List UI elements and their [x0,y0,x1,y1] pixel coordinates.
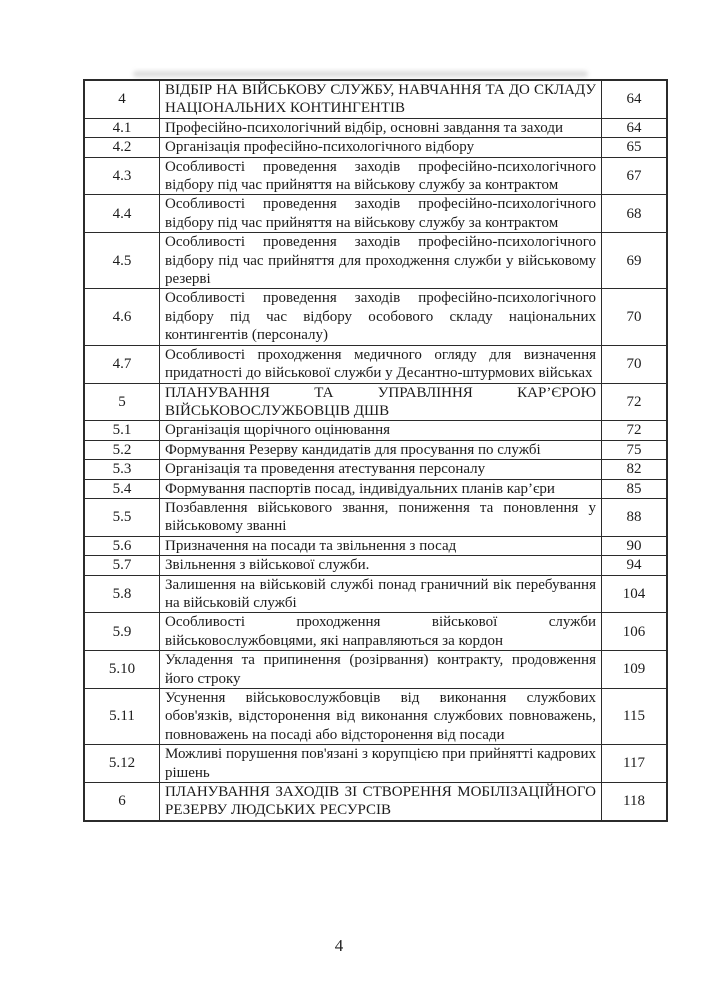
section-number: 5.2 [84,440,160,459]
section-page: 67 [602,157,668,195]
toc-row [84,421,667,440]
section-number: 5.4 [84,479,160,498]
toc-row [84,345,667,383]
toc-row [84,233,667,289]
section-page: 75 [602,440,668,459]
section-page: 69 [602,233,668,289]
section-number: 5.7 [84,556,160,575]
section-page: 90 [602,536,668,555]
section-number: 5.9 [84,613,160,651]
toc-row [84,651,667,689]
section-number: 5.12 [84,745,160,783]
section-number: 5.1 [84,421,160,440]
section-number: 5.10 [84,651,160,689]
section-page: 65 [602,138,668,157]
toc-row [84,440,667,459]
toc-row [84,783,667,821]
toc-table [83,79,668,822]
toc-row [84,613,667,651]
section-number: 4 [84,80,160,118]
section-page: 82 [602,460,668,479]
section-page: 88 [602,498,668,536]
section-title: Організація щорічного оцінювання [160,421,602,440]
section-number: 4.7 [84,345,160,383]
toc-row [84,138,667,157]
section-number: 4.2 [84,138,160,157]
toc-row [84,383,667,421]
section-number: 5 [84,383,160,421]
section-title: Особливості проведення заходів професійно-психологічного відбору під час прийняття на військову службу за контрактом [160,195,602,233]
section-number: 4.5 [84,233,160,289]
section-title: Організація професійно-психологічного відбору [160,138,602,157]
section-title: Особливості проходження військової служби військовослужбовцями, які направляються за кордон [160,613,602,651]
section-number: 5.11 [84,689,160,745]
section-page: 94 [602,556,668,575]
section-title: ПЛАНУВАННЯ ЗАХОДІВ ЗІ СТВОРЕННЯ МОБІЛІЗАЦІЙНОГО РЕЗЕРВУ ЛЮДСЬКИХ РЕСУРСІВ [160,783,602,821]
section-number: 5.6 [84,536,160,555]
section-title: Особливості проходження медичного огляду для визначення придатності до військової служби у Десантно-штурмових військах [160,345,602,383]
toc-row [84,157,667,195]
section-title: Усунення військовослужбовців від виконання службових обов'язків, відсторонення від виконання службових повноважень, повноважень на посаді або відсторонення від посади [160,689,602,745]
section-page: 104 [602,575,668,613]
toc-row [84,536,667,555]
toc-row [84,118,667,137]
section-page: 118 [602,783,668,821]
toc-row [84,498,667,536]
toc-row [84,195,667,233]
toc-row [84,479,667,498]
section-number: 5.8 [84,575,160,613]
section-page: 109 [602,651,668,689]
section-title: Особливості проведення заходів професійно-психологічного відбору під час прийняття для проходження служби у військовому резерві [160,233,602,289]
toc-row [84,460,667,479]
toc-row [84,80,667,118]
section-title: Формування паспортів посад, індивідуальних планів кар’єри [160,479,602,498]
section-number: 6 [84,783,160,821]
scan-artifact-smudge [133,71,588,77]
section-number: 4.6 [84,289,160,345]
section-page: 72 [602,383,668,421]
section-page: 106 [602,613,668,651]
section-title: Особливості проведення заходів професійно-психологічного відбору під час відбору особового складу національних контингентів (персоналу) [160,289,602,345]
section-title: Призначення на посади та звільнення з посад [160,536,602,555]
section-title: ВІДБІР НА ВІЙСЬКОВУ СЛУЖБУ, НАВЧАННЯ ТА ДО СКЛАДУ НАЦІОНАЛЬНИХ КОНТИНГЕНТІВ [160,80,602,118]
section-title: ПЛАНУВАННЯ ТА УПРАВЛІННЯ КАР’ЄРОЮ ВІЙСЬКОВОСЛУЖБОВЦІВ ДШВ [160,383,602,421]
section-page: 68 [602,195,668,233]
section-page: 117 [602,745,668,783]
section-title: Особливості проведення заходів професійно-психологічного відбору під час прийняття на військову службу за контрактом [160,157,602,195]
section-page: 72 [602,421,668,440]
section-number: 4.3 [84,157,160,195]
page-number: 4 [334,936,344,955]
toc-table-body [84,80,667,821]
toc-row [84,689,667,745]
section-title: Можливі порушення пов'язані з корупцією при прийнятті кадрових рішень [160,745,602,783]
section-title: Формування Резерву кандидатів для просування по службі [160,440,602,459]
section-number: 4.4 [84,195,160,233]
section-page: 64 [602,118,668,137]
section-title: Укладення та припинення (розірвання) контракту, продовження його строку [160,651,602,689]
toc-row [84,556,667,575]
section-page: 70 [602,289,668,345]
section-title: Організація та проведення атестування персоналу [160,460,602,479]
section-page: 64 [602,80,668,118]
section-number: 4.1 [84,118,160,137]
section-title: Професійно-психологічний відбір, основні завдання та заходи [160,118,602,137]
section-page: 85 [602,479,668,498]
toc-row [84,289,667,345]
toc-row [84,575,667,613]
toc-row [84,745,667,783]
section-title: Залишення на військовій службі понад граничний вік перебування на військовій службі [160,575,602,613]
section-title: Позбавлення військового звання, пониження та поновлення у військовому званні [160,498,602,536]
section-title: Звільнення з військової служби. [160,556,602,575]
section-page: 115 [602,689,668,745]
section-number: 5.5 [84,498,160,536]
section-number: 5.3 [84,460,160,479]
section-page: 70 [602,345,668,383]
